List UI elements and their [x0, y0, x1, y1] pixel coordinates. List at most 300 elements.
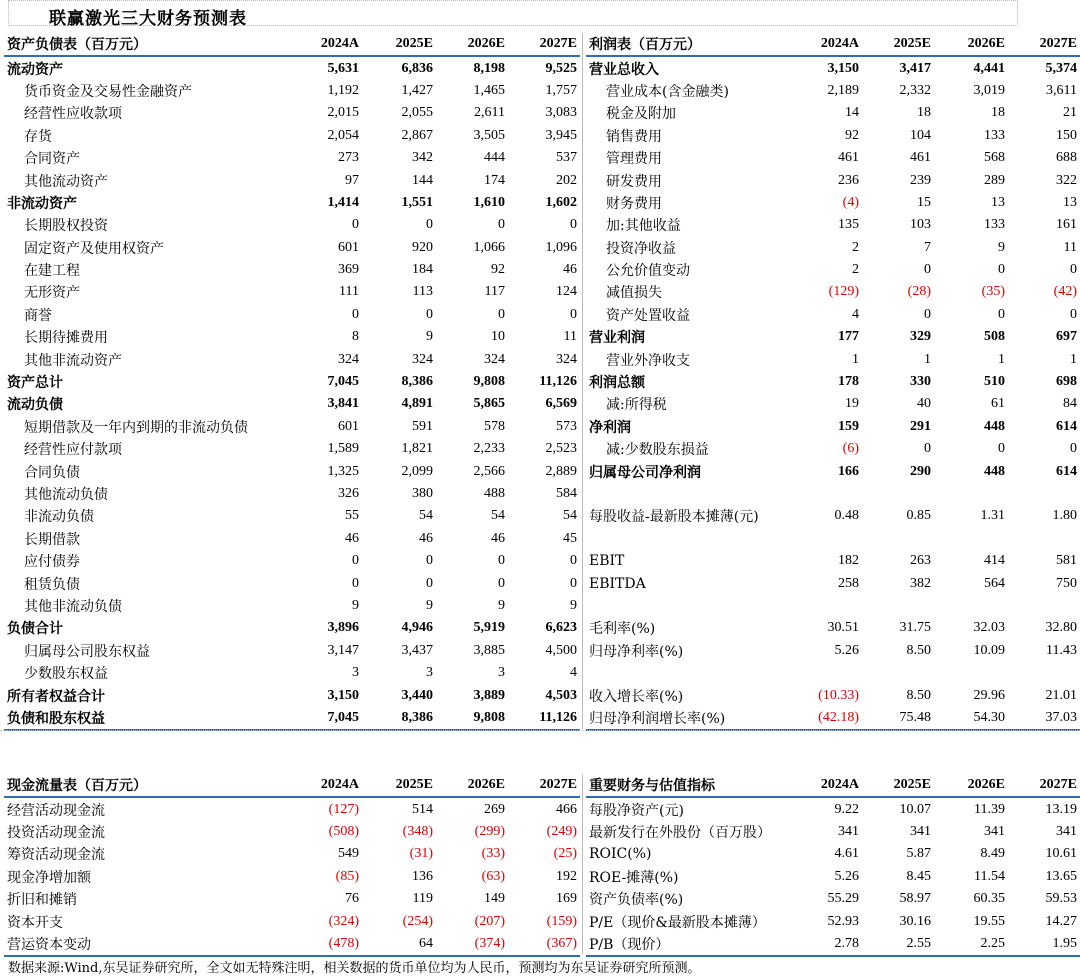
table-row	[586, 640, 1080, 662]
value-cell: (249)	[546, 823, 577, 839]
value-cell: (85)	[335, 868, 359, 884]
table-row	[586, 617, 1080, 639]
value-cell	[862, 595, 934, 617]
value-cell: 369	[338, 262, 359, 278]
value-cell: 184	[412, 262, 433, 278]
value-cell: (63)	[481, 868, 505, 884]
table-row	[4, 684, 580, 706]
value-cell: 14.27	[1045, 913, 1077, 929]
year-header: 2025E	[862, 33, 934, 56]
value-cell: 111	[339, 284, 359, 300]
table-row	[586, 460, 1080, 482]
row-label: 加:其他收益	[606, 218, 681, 235]
table-row	[4, 707, 580, 730]
value-cell: 11,126	[508, 707, 580, 730]
value-cell: 55.29	[827, 891, 859, 907]
value-cell: 15	[917, 194, 931, 210]
value-cell: 10.07	[899, 801, 931, 817]
value-cell: 0	[498, 306, 505, 322]
value-cell: 54.30	[934, 707, 1008, 730]
value-cell: 1,465	[473, 82, 505, 98]
value-cell: 46	[345, 530, 359, 546]
value-cell: 3	[426, 665, 433, 681]
row-label: 商誉	[24, 307, 52, 324]
value-cell: 448	[984, 463, 1005, 479]
value-cell: 55	[345, 508, 359, 524]
table-row	[4, 56, 580, 79]
value-cell: 11	[563, 329, 577, 345]
value-cell: 133	[984, 217, 1005, 233]
value-cell: (478)	[288, 933, 362, 956]
value-cell: 466	[556, 801, 577, 817]
table-row	[4, 348, 580, 370]
table-row	[4, 662, 580, 684]
value-cell: 19.55	[973, 913, 1005, 929]
value-cell: 581	[1056, 553, 1077, 569]
year-header: 2024A	[288, 774, 362, 797]
value-cell: 461	[910, 150, 931, 166]
value-cell: 7,045	[327, 374, 359, 390]
row-label: 减值损失	[606, 285, 662, 302]
row-label	[586, 662, 790, 684]
value-cell: 289	[984, 172, 1005, 188]
row-label: 长期借款	[24, 531, 80, 548]
table-row	[586, 888, 1080, 910]
table-row	[586, 281, 1080, 303]
table-row	[4, 304, 580, 326]
cash-flow-table	[4, 774, 580, 957]
value-cell: 0	[352, 575, 359, 591]
table-title: 现金流量表（百万元）	[4, 774, 288, 797]
value-cell: 0	[1070, 262, 1077, 278]
value-cell: 1.95	[1008, 933, 1080, 956]
value-cell	[862, 528, 934, 550]
value-cell: 3,417	[899, 60, 931, 76]
value-cell	[790, 595, 862, 617]
value-cell: 290	[910, 463, 931, 479]
table-row	[586, 147, 1080, 169]
value-cell: 2,015	[327, 105, 359, 121]
table-title: 资产负债表（百万元）	[4, 33, 288, 56]
row-label: ROE-摊薄(%)	[589, 869, 679, 886]
row-label: 折旧和摊销	[7, 892, 77, 909]
table-row	[4, 438, 580, 460]
row-label: 短期借款及一年内到期的非流动负债	[24, 419, 248, 436]
row-label: 毛利率(%)	[589, 621, 656, 638]
value-cell: 1,610	[473, 194, 505, 210]
value-cell: 32.80	[1045, 620, 1077, 636]
table-row	[586, 169, 1080, 191]
value-cell: 2,233	[473, 441, 505, 457]
value-cell: 614	[1056, 463, 1077, 479]
value-cell: 61	[991, 396, 1005, 412]
value-cell: 1,192	[327, 82, 359, 98]
value-cell: 1,602	[545, 194, 577, 210]
value-cell: 568	[984, 150, 1005, 166]
value-cell: (159)	[546, 913, 577, 929]
row-label: 非流动负债	[24, 509, 94, 526]
row-label	[586, 528, 790, 550]
table-header-row	[586, 33, 1080, 56]
value-cell	[790, 528, 862, 550]
value-cell: 448	[984, 418, 1005, 434]
value-cell: 698	[1056, 374, 1077, 390]
value-cell: 6,569	[545, 396, 577, 412]
table-row	[586, 416, 1080, 438]
row-label: ROIC(%)	[589, 846, 652, 863]
value-cell: (10.33)	[818, 687, 859, 703]
year-header: 2027E	[1008, 774, 1080, 797]
value-cell: 0	[498, 575, 505, 591]
table-row	[586, 348, 1080, 370]
value-cell: 0	[498, 553, 505, 569]
row-label: 每股净资产(元)	[589, 802, 684, 819]
value-cell: (348)	[402, 823, 433, 839]
value-cell: 6,836	[401, 60, 433, 76]
table-row	[4, 125, 580, 147]
value-cell: 1	[924, 351, 931, 367]
value-cell: 0	[570, 553, 577, 569]
valuation-indicators-table	[586, 774, 1080, 957]
page-title-box	[8, 0, 1018, 29]
value-cell: 11,126	[539, 374, 577, 390]
table-row	[586, 125, 1080, 147]
value-cell: 60.35	[973, 891, 1005, 907]
row-label: 现金净增加额	[7, 869, 91, 886]
value-cell: 5,865	[473, 396, 505, 412]
table-row	[586, 80, 1080, 102]
value-cell: 144	[412, 172, 433, 188]
value-cell: 178	[838, 374, 859, 390]
value-cell: 0	[426, 575, 433, 591]
value-cell: 2,611	[474, 105, 505, 121]
value-cell: 329	[910, 329, 931, 345]
table-row	[4, 595, 580, 617]
value-cell: 9	[352, 597, 359, 613]
section-spacer	[0, 730, 1080, 775]
value-cell: 614	[1056, 418, 1077, 434]
value-cell	[790, 483, 862, 505]
row-label: 在建工程	[24, 263, 80, 280]
value-cell: (207)	[474, 913, 505, 929]
value-cell: 3,019	[973, 82, 1005, 98]
value-cell: 4,503	[545, 687, 577, 703]
value-cell: 4	[570, 665, 577, 681]
value-cell	[862, 483, 934, 505]
value-cell: 236	[838, 172, 859, 188]
table-row	[586, 797, 1080, 820]
value-cell: 5,631	[327, 60, 359, 76]
row-label: 经营性应付款项	[24, 442, 122, 459]
value-cell: 29.96	[973, 687, 1005, 703]
value-cell: 52.93	[827, 913, 859, 929]
value-cell: 10.61	[1045, 846, 1077, 862]
value-cell: 1.31	[980, 508, 1005, 524]
value-cell: 4	[852, 306, 859, 322]
row-label: 存货	[24, 128, 52, 145]
value-cell: 0.48	[834, 508, 859, 524]
value-cell: 324	[484, 351, 505, 367]
value-cell: 13	[991, 194, 1005, 210]
value-cell: 549	[338, 846, 359, 862]
year-header: 2025E	[862, 774, 934, 797]
value-cell: 2,055	[401, 105, 433, 121]
value-cell: 2.55	[862, 933, 934, 956]
value-cell: 2	[852, 262, 859, 278]
value-cell: 3,945	[545, 127, 577, 143]
row-label: 研发费用	[606, 173, 662, 190]
table-row	[4, 640, 580, 662]
value-cell: 537	[556, 150, 577, 166]
table-row	[4, 147, 580, 169]
table-row	[586, 843, 1080, 865]
value-cell: 104	[910, 127, 931, 143]
table-row	[4, 237, 580, 259]
value-cell: 1.80	[1052, 508, 1077, 524]
value-cell: (129)	[828, 284, 859, 300]
value-cell: 341	[1056, 823, 1077, 839]
value-cell: 5.26	[834, 642, 859, 658]
table-row	[4, 821, 580, 843]
value-cell: 37.03	[1008, 707, 1080, 730]
table-row	[586, 528, 1080, 550]
row-label: EBITDA	[589, 575, 646, 592]
page-title: 联赢激光三大财务预测表	[49, 9, 247, 29]
row-label: 应付债券	[24, 554, 80, 571]
value-cell: 1,414	[327, 194, 359, 210]
value-cell: 0	[924, 262, 931, 278]
source-note: 数据来源:Wind,东吴证券研究所，全文如无特殊注明，相关数据的货币单位均为人民币，预测均为东吴证券研究所预测。	[8, 961, 701, 976]
value-cell: (508)	[328, 823, 359, 839]
row-label: 公允价值变动	[606, 263, 690, 280]
value-cell: 9.22	[834, 801, 859, 817]
value-cell: 8,386	[401, 374, 433, 390]
row-label: 流动负债	[7, 397, 63, 414]
value-cell: 380	[412, 486, 433, 501]
value-cell: 326	[338, 486, 359, 501]
table-row	[586, 595, 1080, 617]
table-row	[4, 888, 580, 910]
row-label: 资产处置收益	[606, 307, 690, 324]
value-cell: (367)	[508, 933, 580, 956]
value-cell: 7	[924, 239, 931, 255]
value-cell: 324	[412, 351, 433, 367]
value-cell: 182	[838, 553, 859, 569]
row-label	[586, 595, 790, 617]
table-row	[586, 505, 1080, 527]
value-cell: (42.18)	[790, 707, 862, 730]
value-cell: 202	[556, 172, 577, 188]
value-cell: 9,808	[473, 374, 505, 390]
value-cell: 1,757	[545, 82, 577, 98]
row-label: 营业利润	[589, 330, 645, 347]
value-cell: 341	[838, 823, 859, 839]
value-cell: 8,386	[362, 707, 436, 730]
value-cell: 0	[498, 217, 505, 233]
income-statement-table	[586, 33, 1080, 731]
value-cell: 1,096	[545, 239, 577, 255]
table-row	[4, 843, 580, 865]
row-label: 经营性应收款项	[24, 106, 122, 123]
row-label: 经营活动现金流	[7, 802, 105, 819]
value-cell: 0	[924, 441, 931, 457]
value-cell: 697	[1056, 329, 1077, 345]
value-cell: 601	[338, 239, 359, 255]
value-cell: 7,045	[288, 707, 362, 730]
row-label: 租赁负债	[24, 576, 80, 593]
row-label: 筹资活动现金流	[7, 847, 105, 864]
value-cell: 59.53	[1045, 891, 1077, 907]
table-header-row	[586, 774, 1080, 797]
value-cell: 166	[838, 463, 859, 479]
row-label: 销售费用	[606, 128, 662, 145]
value-cell: 92	[491, 262, 505, 278]
row-label: 收入增长率(%)	[589, 688, 684, 705]
table-row	[4, 550, 580, 572]
value-cell: 5.26	[834, 868, 859, 884]
value-cell: 135	[838, 217, 859, 233]
value-cell: 0	[426, 217, 433, 233]
year-header: 2026E	[934, 774, 1008, 797]
value-cell: 117	[484, 284, 505, 300]
row-label: 其他非流动资产	[24, 352, 122, 369]
value-cell: 3,505	[473, 127, 505, 143]
value-cell: 0	[998, 441, 1005, 457]
value-cell: 5,919	[473, 620, 505, 636]
value-cell: 14	[845, 105, 859, 121]
value-cell: 192	[556, 868, 577, 884]
value-cell: 3,611	[1046, 82, 1077, 98]
value-cell: 0	[426, 553, 433, 569]
row-label: 长期待摊费用	[24, 330, 108, 347]
value-cell: 688	[1056, 150, 1077, 166]
value-cell: 258	[838, 575, 859, 591]
year-header: 2026E	[436, 774, 508, 797]
value-cell: 291	[910, 418, 931, 434]
value-cell: 2,099	[401, 463, 433, 479]
row-label: 每股收益-最新股本摊薄(元)	[589, 509, 759, 526]
table-row	[4, 617, 580, 639]
value-cell: 3,889	[473, 687, 505, 703]
value-cell	[934, 528, 1008, 550]
table-row	[4, 910, 580, 932]
value-cell: 58.97	[899, 891, 931, 907]
value-cell: 591	[412, 418, 433, 434]
value-cell: 0	[924, 306, 931, 322]
value-cell: 573	[556, 418, 577, 434]
value-cell: 0	[570, 306, 577, 322]
table-row	[586, 821, 1080, 843]
year-header: 2024A	[288, 33, 362, 56]
value-cell: 2.78	[790, 933, 862, 956]
row-label: 净利润	[589, 419, 631, 436]
row-label: 所有者权益合计	[7, 688, 105, 705]
value-cell: 4,500	[545, 642, 577, 658]
value-cell: 8.50	[906, 687, 931, 703]
value-cell: 46	[419, 530, 433, 546]
value-cell: 2,523	[545, 441, 577, 457]
row-label: 合同负债	[24, 464, 80, 481]
table-row	[586, 684, 1080, 706]
value-cell: 0	[352, 217, 359, 233]
value-cell: 1	[852, 351, 859, 367]
value-cell: 174	[484, 172, 505, 188]
value-cell: 133	[984, 127, 1005, 143]
table-row	[4, 192, 580, 214]
row-label: 投资活动现金流	[7, 824, 105, 841]
row-label: 最新发行在外股份（百万股）	[589, 824, 771, 841]
row-label: 财务费用	[606, 195, 662, 212]
table-row	[586, 237, 1080, 259]
row-label: 营业总收入	[589, 61, 659, 78]
value-cell: 508	[984, 329, 1005, 345]
value-cell: 920	[412, 239, 433, 255]
value-cell: 2,189	[827, 82, 859, 98]
value-cell: 149	[484, 891, 505, 907]
year-header: 2026E	[436, 33, 508, 56]
value-cell: 10	[491, 329, 505, 345]
value-cell: 32.03	[973, 620, 1005, 636]
table-row	[4, 102, 580, 124]
table-row	[586, 102, 1080, 124]
value-cell	[934, 662, 1008, 684]
value-cell: 103	[910, 217, 931, 233]
balance-sheet-table	[4, 33, 580, 731]
value-cell: 1,551	[401, 194, 433, 210]
row-label: 流动资产	[7, 61, 63, 78]
value-cell: 3	[352, 665, 359, 681]
table-row	[586, 393, 1080, 415]
value-cell: 0	[998, 262, 1005, 278]
value-cell: (31)	[409, 846, 433, 862]
year-header: 2025E	[362, 33, 436, 56]
value-cell: (127)	[328, 801, 359, 817]
row-label: 营业成本(含金融类)	[606, 83, 729, 100]
value-cell: 46	[563, 262, 577, 278]
table-row	[4, 80, 580, 102]
value-cell: 3	[498, 665, 505, 681]
value-cell: 30.16	[899, 913, 931, 929]
value-cell: 11.54	[974, 868, 1005, 884]
value-cell: 159	[838, 418, 859, 434]
table-row	[4, 528, 580, 550]
row-label: 归属母公司股东权益	[24, 643, 150, 660]
row-label: 资本开支	[7, 914, 63, 931]
value-cell: 30.51	[827, 620, 859, 636]
value-cell: 1,427	[401, 82, 433, 98]
value-cell: (4)	[842, 194, 859, 210]
value-cell: 0	[998, 306, 1005, 322]
value-cell: 19	[845, 396, 859, 412]
table-row	[586, 707, 1080, 730]
value-cell: 31.75	[899, 620, 931, 636]
value-cell: 75.48	[862, 707, 934, 730]
value-cell: 584	[556, 486, 577, 501]
value-cell: 3,147	[327, 642, 359, 658]
row-label: 归母净利率(%)	[589, 643, 684, 660]
row-label: 营业外净收支	[606, 352, 690, 369]
value-cell: 8	[352, 329, 359, 345]
row-label: 固定资产及使用权资产	[24, 240, 164, 257]
row-label: 长期股权投资	[24, 218, 108, 235]
value-cell: 273	[338, 150, 359, 166]
table-row	[4, 505, 580, 527]
value-cell: 169	[556, 891, 577, 907]
value-cell: 84	[1063, 396, 1077, 412]
value-cell: 1,821	[401, 441, 433, 457]
value-cell: 1	[1070, 351, 1077, 367]
value-cell: 322	[1056, 172, 1077, 188]
